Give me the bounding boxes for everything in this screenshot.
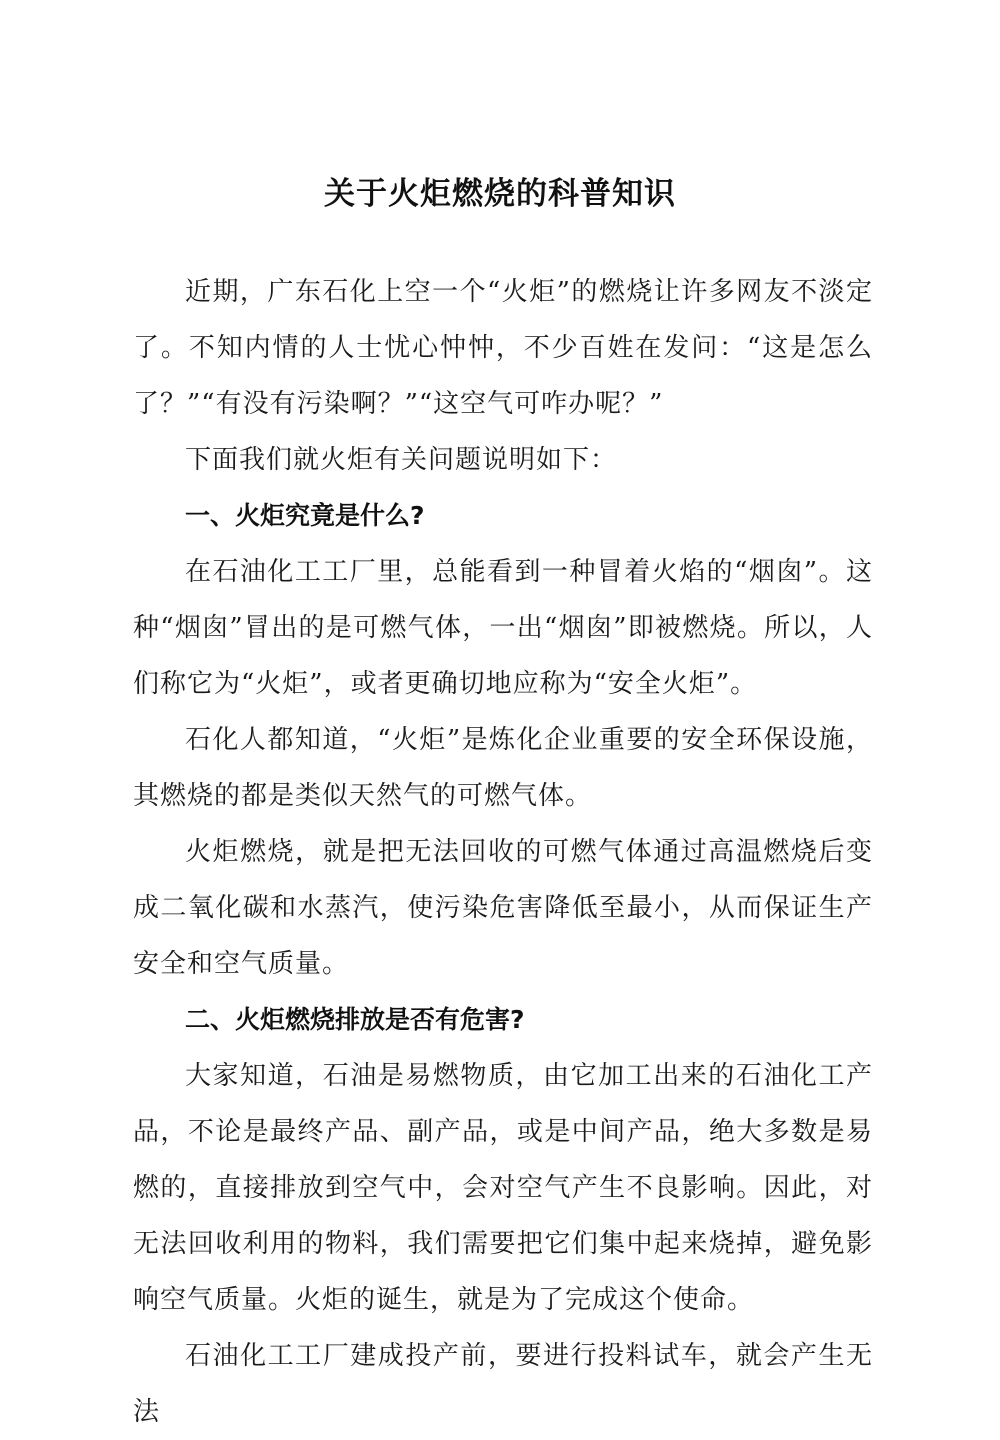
section-1-paragraph-1: 在石油化工工厂里，总能看到一种冒着火焰的“烟囱”。这种“烟囱”冒出的是可燃气体，一出“烟囱”即被燃烧。所以，人们称它为“火炬”，或者更确切地应称为“安全火炬”。 bbox=[133, 557, 873, 699]
document-title: 关于火炬燃烧的科普知识 bbox=[324, 176, 676, 212]
intro-paragraph-2: 下面我们就火炬有关问题说明如下： bbox=[185, 445, 618, 475]
document-body bbox=[133, 264, 873, 1440]
section-1-heading: 一、火炬究竟是什么? bbox=[185, 501, 425, 530]
section-2-paragraph-2: 石油化工工厂建成投产前，要进行投料试车，就会产生无法 bbox=[133, 1341, 873, 1427]
section-2-heading: 二、火炬燃烧排放是否有危害? bbox=[185, 1005, 525, 1034]
section-2-paragraph-1: 大家知道，石油是易燃物质，由它加工出来的石油化工产品，不论是最终产品、副产品，或是中间产品，绝大多数是易燃的，直接排放到空气中，会对空气产生不良影响。因此，对无法回收利用的物料，我们需要把它们集中起来烧掉，避免影响空气质量。火炬的诞生，就是为了完成这个使命。 bbox=[133, 1061, 873, 1315]
intro-paragraph-1: 近期，广东石化上空一个“火炬”的燃烧让许多网友不淡定了。不知内情的人士忧心忡忡，不少百姓在发问：“这是怎么了？”“有没有污染啊？”“这空气可咋办呢？” bbox=[133, 277, 873, 419]
section-1-paragraph-3: 火炬燃烧，就是把无法回收的可燃气体通过高温燃烧后变成二氧化碳和水蒸汽，使污染危害降低至最小，从而保证生产安全和空气质量。 bbox=[133, 837, 873, 979]
section-1-paragraph-2: 石化人都知道，“火炬”是炼化企业重要的安全环保设施，其燃烧的都是类似天然气的可燃气体。 bbox=[133, 725, 873, 811]
